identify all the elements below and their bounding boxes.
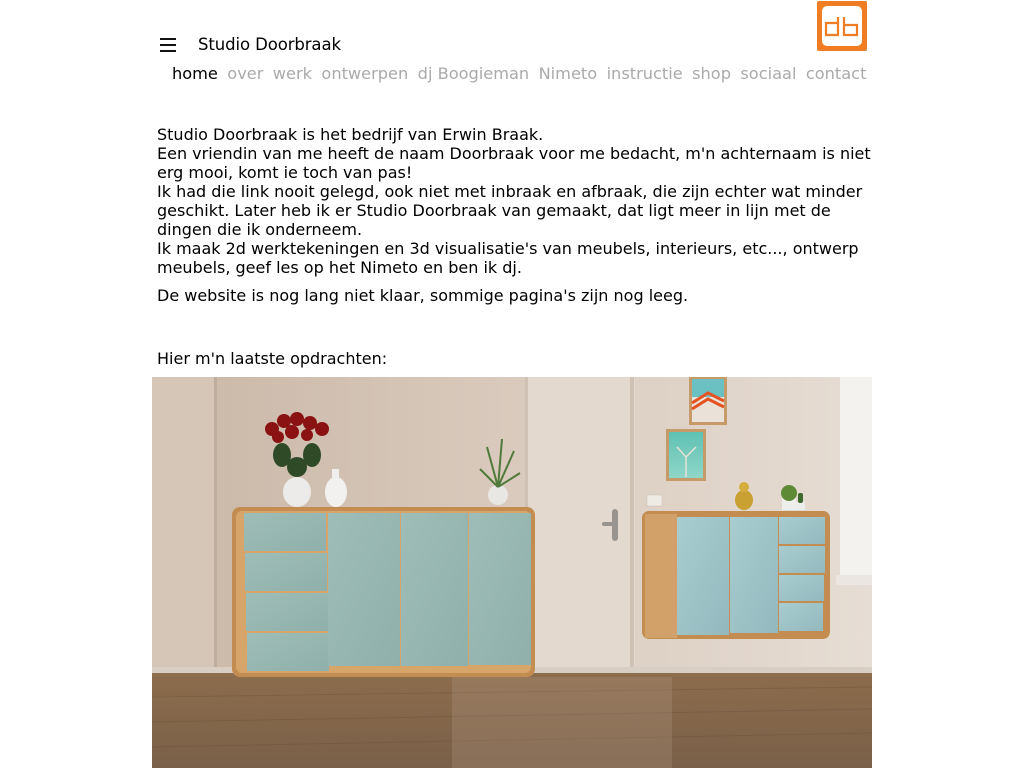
nav-item-werk[interactable]: werk <box>272 64 313 83</box>
nav-item-nimeto[interactable]: Nimeto <box>538 64 598 83</box>
nav-item-over[interactable]: over <box>227 64 264 83</box>
nav-item-shop[interactable]: shop <box>692 64 731 83</box>
nav-item-sociaal[interactable]: sociaal <box>740 64 797 83</box>
latest-project-image[interactable] <box>152 377 872 768</box>
nav-item-dj-boogieman[interactable]: dj Boogieman <box>417 64 530 83</box>
latest-heading: Hier m'n laatste opdrachten: <box>157 349 388 368</box>
hamburger-menu-icon[interactable] <box>160 38 176 52</box>
logo[interactable] <box>817 1 867 51</box>
intro-line: Ik had die link nooit gelegd, ook niet met inbraak en afbraak, die zijn echter wat minder geschikt. Later heb ik er Studio Doorbraak van gemaakt, dat ligt meer in lijn met de dingen die ik onderneem. <box>157 182 863 239</box>
intro-text <box>157 125 877 305</box>
nav-item-contact[interactable]: contact <box>805 64 867 83</box>
intro-line: Ik maak 2d werktekeningen en 3d visualisatie's van meubels, interieurs, etc..., ontwerp meubels, geef les op het Nimeto en ben ik dj. <box>157 239 859 277</box>
nav-item-home[interactable]: home <box>172 64 218 83</box>
intro-paragraph <box>157 125 877 277</box>
nav-item-instructie[interactable]: instructie <box>606 64 683 83</box>
room-render-illustration <box>152 377 872 768</box>
intro-line: Studio Doorbraak is het bedrijf van Erwin Braak. <box>157 125 544 144</box>
main-nav <box>172 64 876 83</box>
db-logo-icon <box>817 1 867 51</box>
nav-item-ontwerpen[interactable]: ontwerpen <box>321 64 409 83</box>
intro-line: Een vriendin van me heeft de naam Doorbraak voor me bedacht, m'n achternaam is niet erg mooi, komt ie toch van pas! <box>157 144 871 182</box>
site-title[interactable]: Studio Doorbraak <box>198 35 341 54</box>
website-notice: De website is nog lang niet klaar, sommige pagina's zijn nog leeg. <box>157 286 689 305</box>
site-header <box>0 0 1024 100</box>
